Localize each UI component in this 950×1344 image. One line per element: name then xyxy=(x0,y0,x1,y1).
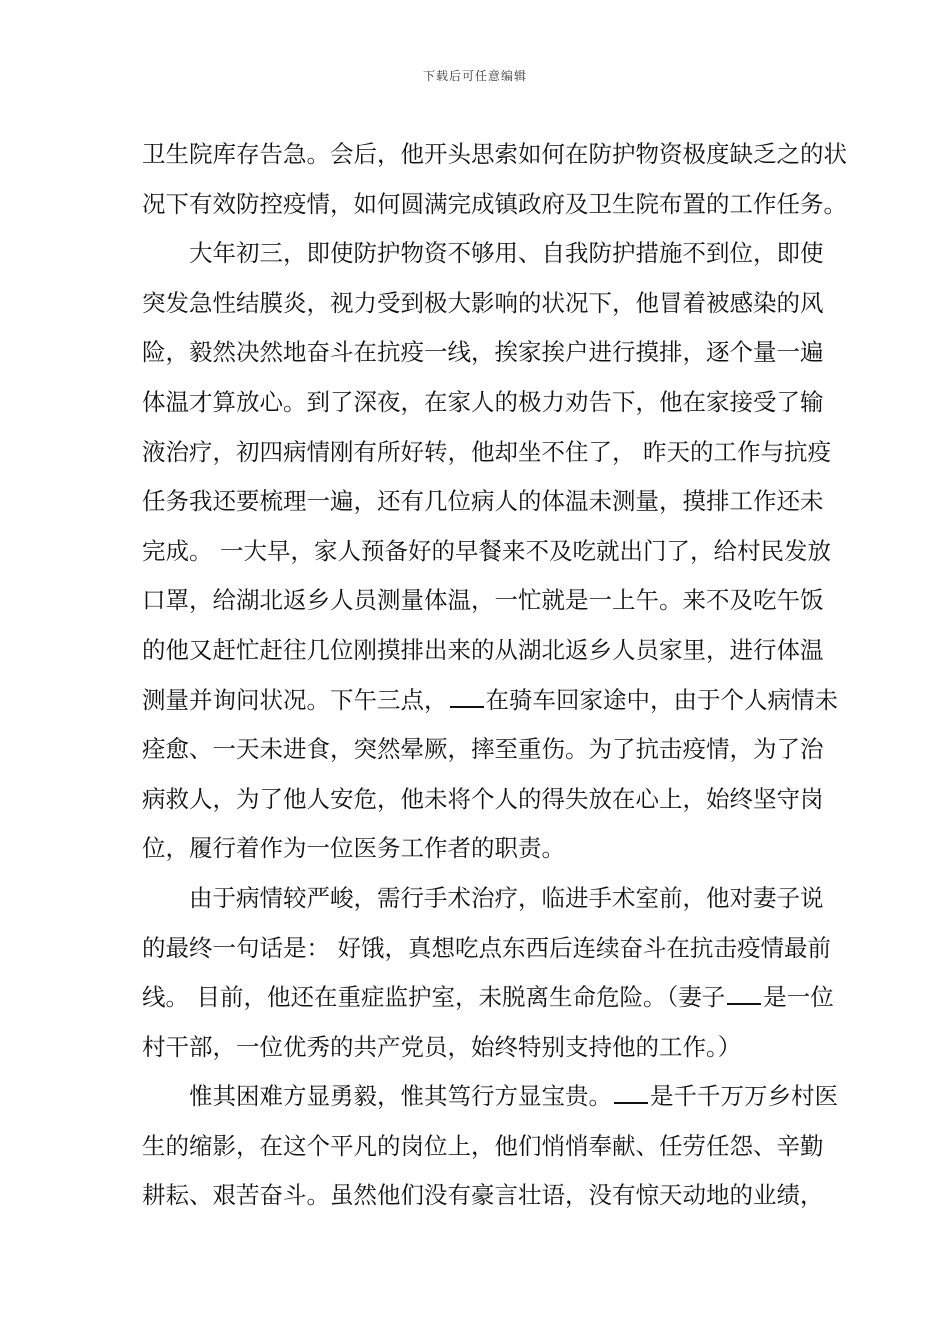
text-line: 的最终一句话是： 好饿，真想吃点东西后连续奋斗在抗击疫情最前 xyxy=(142,933,831,962)
text-line: 病救人，为了他人安危，他未将个人的得失放在心上，始终坚守岗 xyxy=(142,784,824,813)
paragraph-1 xyxy=(142,130,847,229)
name-blank xyxy=(450,688,484,708)
text-line: 体温才算放心。到了深夜，在家人的极力劝告下，他在家接受了输 xyxy=(142,387,824,416)
text-line-with-blank xyxy=(142,1072,838,1122)
page-header: 下载后可任意编辑 xyxy=(422,69,527,83)
text-line: 险，毅然决然地奋斗在抗疫一线，挨家挨户进行摸排，逐个量一遍 xyxy=(142,338,824,367)
text-line: 痊愈、一天未进食，突然晕厥，摔至重伤。为了抗击疫情，为了治 xyxy=(142,735,824,764)
paragraph-4 xyxy=(142,1072,838,1221)
text-line: 生的缩影，在这个平凡的岗位上，他们悄悄奉献、任劳任怨、辛勤 xyxy=(142,1131,824,1160)
text-segment: 是千千万万乡村医 xyxy=(650,1082,838,1111)
text-line: 耕耘、艰苦奋斗。虽然他们没有豪言壮语，没有惊天动地的业绩， xyxy=(142,1181,824,1210)
text-segment: 是一位 xyxy=(763,983,834,1012)
name-blank xyxy=(727,985,761,1005)
text-line-with-blank xyxy=(142,973,834,1023)
text-line: 的他又赶忙赶往几位刚摸排出来的从湖北返乡人员家里，进行体温 xyxy=(142,635,824,664)
text-line: 由于病情较严峻，需行手术治疗，临进手术室前，他对妻子说 xyxy=(189,883,824,912)
text-segment: 线。 目前，他还在重症监护室，未脱离生命危险。（妻子 xyxy=(142,983,726,1012)
text-line: 况下有效防控疫情，如何圆满完成镇政府及卫生院布置的工作任务。 xyxy=(142,189,847,218)
document-body xyxy=(142,130,847,1221)
text-line-with-blank xyxy=(142,676,838,726)
text-segment: 在骑车回家途中，由于个人病情未 xyxy=(485,685,838,714)
paragraph-2 xyxy=(142,229,838,874)
name-blank xyxy=(614,1084,648,1104)
text-line: 口罩，给湖北返乡人员测量体温，一忙就是一上午。来不及吃午饭 xyxy=(142,586,824,615)
text-line: 完成。 一大早，家人预备好的早餐来不及吃就出门了，给村民发放 xyxy=(142,536,831,565)
paragraph-3 xyxy=(142,874,834,1072)
text-line: 液治疗，初四病情刚有所好转，他却坐不住了， 昨天的工作与抗疫 xyxy=(142,437,831,466)
text-line: 突发急性结膜炎，视力受到极大影响的状况下，他冒着被感染的风 xyxy=(142,288,824,317)
text-line: 任务我还要梳理一遍，还有几位病人的体温未测量，摸排工作还未 xyxy=(142,487,824,516)
text-line: 大年初三，即使防护物资不够用、自我防护措施不到位，即使 xyxy=(189,239,824,268)
text-segment: 惟其困难方显勇毅，惟其笃行方显宝贵。 xyxy=(189,1082,612,1111)
text-line: 位，履行着作为一位医务工作者的职责。 xyxy=(142,834,565,863)
text-line: 村干部，一位优秀的共产党员，始终特别支持他的工作。） xyxy=(142,1032,742,1061)
text-segment: 测量并询问状况。下午三点， xyxy=(142,685,448,714)
text-line: 卫生院库存告急。会后，他开头思索如何在防护物资极度缺乏之的状 xyxy=(142,140,847,168)
